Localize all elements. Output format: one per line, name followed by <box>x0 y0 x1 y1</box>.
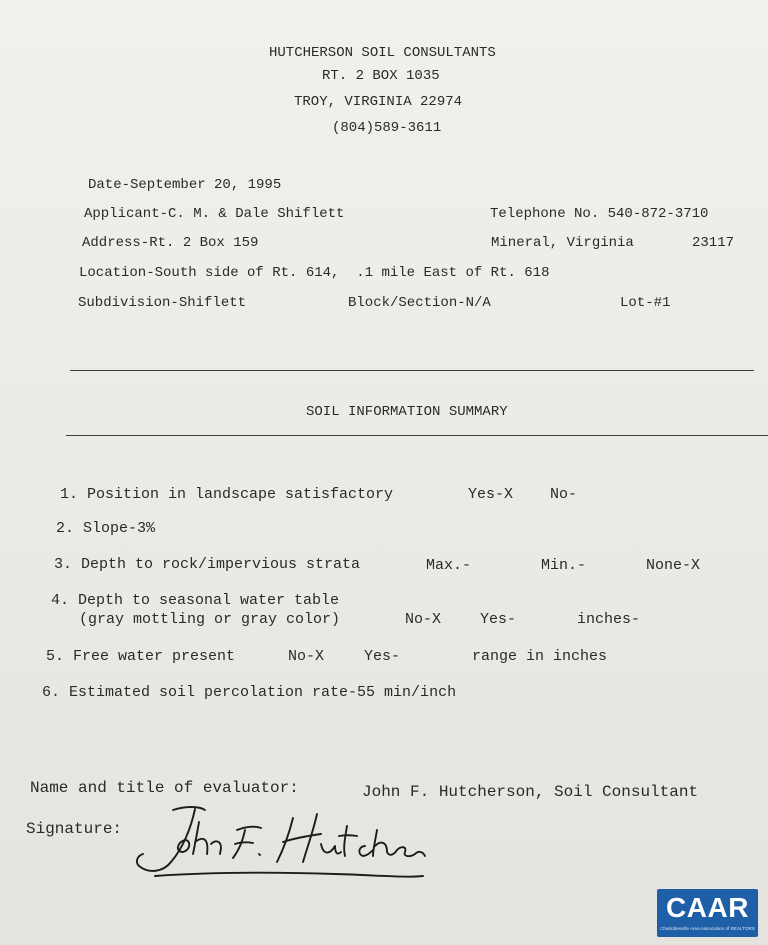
company-address-line1: RT. 2 BOX 1035 <box>322 68 440 84</box>
evaluator-name: John F. Hutcherson, Soil Consultant <box>362 783 699 801</box>
block-section-field: Block/Section-N/A <box>348 295 491 311</box>
caar-logo <box>657 889 758 937</box>
telephone-field: Telephone No. 540-872-3710 <box>490 206 709 222</box>
section-title: SOIL INFORMATION SUMMARY <box>306 404 508 420</box>
item-4-inches: inches- <box>577 611 641 628</box>
caar-logo-subtext: Charlottesville Area Association of REALTORS <box>660 926 755 931</box>
item-4-label: 4. Depth to seasonal water table <box>51 592 340 609</box>
item-5-no: No-X <box>288 648 325 665</box>
item-5-label: 5. Free water present <box>46 648 236 665</box>
company-name: HUTCHERSON SOIL CONSULTANTS <box>269 45 496 61</box>
item-1-no: No- <box>550 486 578 503</box>
item-4-label-continued: (gray mottling or gray color) <box>79 611 341 628</box>
item-6-label: 6. Estimated soil percolation rate-55 min/inch <box>42 684 457 701</box>
bottom-divider <box>66 435 768 436</box>
item-5-yes: Yes- <box>364 648 401 665</box>
lot-field: Lot-#1 <box>620 295 671 311</box>
applicant-field: Applicant-C. M. & Dale Shiflett <box>84 206 345 222</box>
date-field: Date-September 20, 1995 <box>88 177 282 193</box>
zip-field: 23117 <box>692 235 735 251</box>
item-1-yes: Yes-X <box>468 486 514 503</box>
company-address-line2: TROY, VIRGINIA 22974 <box>294 94 463 110</box>
item-3-label: 3. Depth to rock/impervious strata <box>54 556 361 573</box>
top-divider <box>70 370 754 371</box>
item-3-none: None-X <box>646 557 701 574</box>
item-1-label: 1. Position in landscape satisfactory <box>60 486 394 503</box>
address-field: Address-Rt. 2 Box 159 <box>82 235 259 251</box>
subdivision-field: Subdivision-Shiflett <box>78 295 247 311</box>
handwritten-signature <box>125 800 435 885</box>
item-3-max: Max.- <box>426 557 472 574</box>
evaluator-label: Name and title of evaluator: <box>30 779 299 797</box>
signature-label: Signature: <box>26 820 123 838</box>
caar-logo-text: CAAR <box>666 892 749 923</box>
item-4-no: No-X <box>405 611 442 628</box>
item-2-label: 2. Slope-3% <box>56 520 156 537</box>
location-field: Location-South side of Rt. 614, .1 mile East of Rt. 618 <box>79 265 550 281</box>
item-3-min: Min.- <box>541 557 587 574</box>
city-state-field: Mineral, Virginia <box>491 235 634 251</box>
company-phone: (804)589-3611 <box>332 120 442 136</box>
item-5-range: range in inches <box>472 648 608 665</box>
item-4-yes: Yes- <box>480 611 517 628</box>
